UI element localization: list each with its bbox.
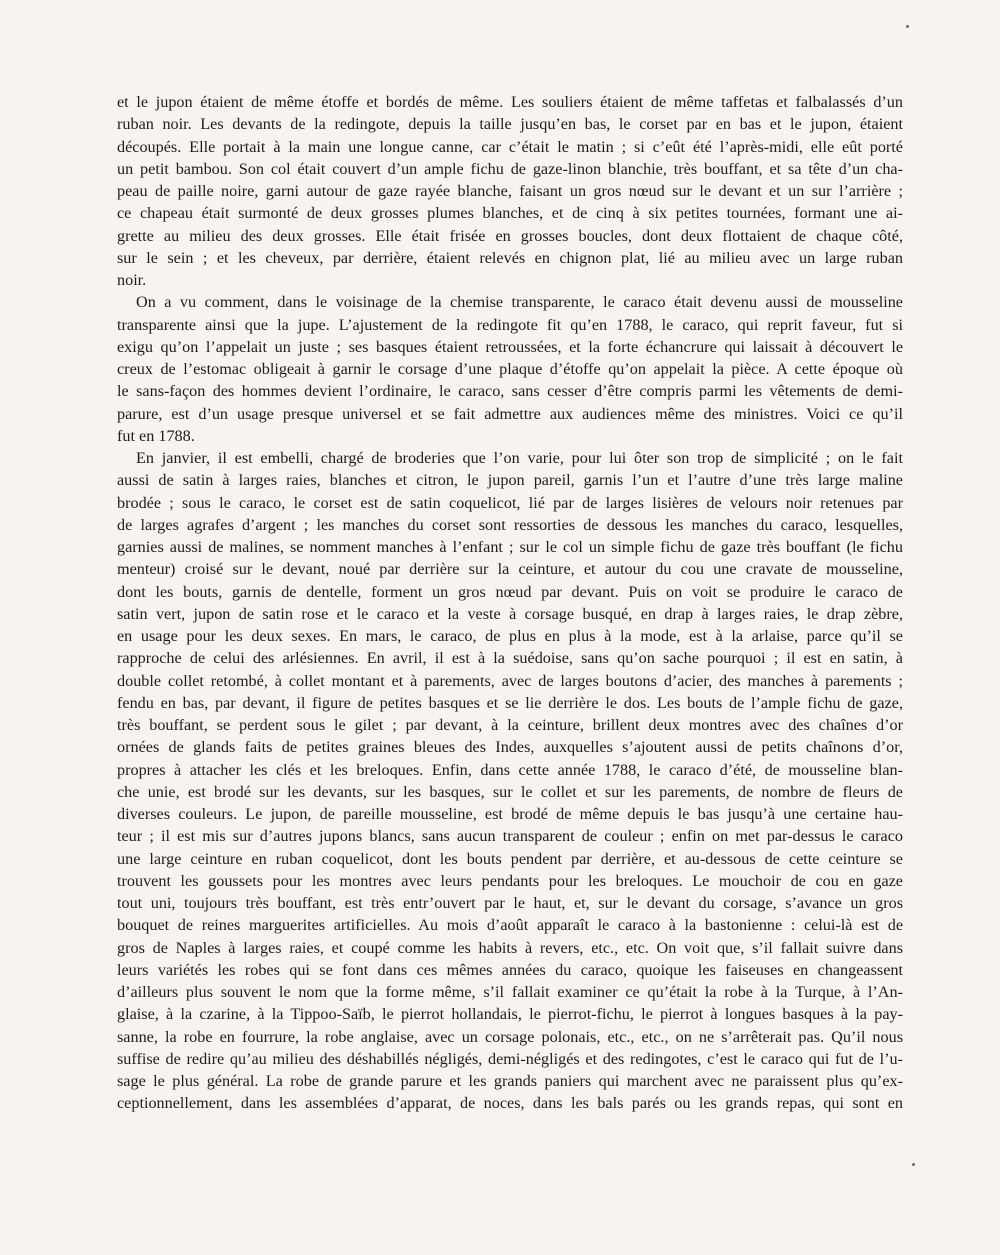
- text-line: et le jupon étaient de même étoffe et bordés de même. Les souliers étaient de même taffetas et falbalassés d’un: [117, 93, 903, 111]
- text-line: glaise, à la czarine, à la Tippoo-Saïb, le pierrot hollandais, le pierrot-fichu, le pierrot à longues basques à la pay-: [117, 1005, 903, 1024]
- text-line: une large ceinture en ruban coquelicot, dont les bouts pendent par derrière, et au-dessous de cette ceinture se: [117, 849, 903, 868]
- text-line: peau de paille noire, garni autour de gaze rayée blanche, faisant un gros nœud sur le devant et un sur l’arrière ;: [117, 182, 903, 200]
- text-line: fut en 1788.: [117, 426, 195, 445]
- text-line: che unie, est brodé sur les devants, sur les basques, sur le collet et sur les parements, de nombre de fleurs de: [117, 782, 903, 801]
- text-line: ceptionnellement, dans les assemblées d’apparat, de noces, dans les bals parés ou les grands repas, qui sont en: [117, 1094, 903, 1113]
- text-line: en usage pour les deux sexes. En mars, le caraco, de plus en plus à la mode, est à la arlaise, parce qu’il se: [117, 627, 903, 645]
- text-line: menteur) croisé sur le devant, noué par derrière sur la ceinture, et autour du cou une cravate de mousseline,: [117, 560, 903, 579]
- text-line: fendu en bas, par devant, il figure de petites basques et se lie derrière le dos. Les bouts de l’ample fichu de gaze,: [117, 693, 903, 712]
- text-line: brodée ; sous le caraco, le corset est de satin coquelicot, lié par de larges lisières de velours noir retenues par: [117, 493, 903, 512]
- text-line: un petit bambou. Son col était couvert d’un ample fichu de gaze-linon blanchie, très bouffant, et sa tête d’un cha-: [117, 159, 903, 178]
- text-line: On a vu comment, dans le voisinage de la chemise transparente, le caraco était devenu aussi de mousseline: [136, 293, 903, 312]
- text-line: gros de Naples à larges raies, et coupé comme les habits à revers, etc., etc. On voit que, s’il fallait suivre dans: [117, 938, 903, 957]
- text-line: ornées de glands faits de petites graines bleues des Indes, auxquelles s’ajoutent aussi de petits chaînons d’or,: [117, 738, 903, 757]
- text-line: aussi de satin à larges raies, blanches et citron, le jupon pareil, garnis l’un et l’autre d’une très large maline: [117, 471, 903, 490]
- ink-speck-top: [906, 25, 909, 28]
- text-line: satin vert, jupon de satin rose et le caraco et la veste à corsage busqué, en drap à larges raies, le drap zèbre,: [117, 604, 903, 623]
- text-line: noir.: [117, 271, 147, 289]
- text-line: très bouffant, se perdent sous le gilet ; par devant, à la ceinture, brillent deux montres avec des chaînes d’or: [117, 716, 903, 734]
- text-line: creux de l’estomac obligeait à garnir le corsage d’une plaque d’étoffe qu’on appelait la pièce. A cette époque où: [117, 360, 903, 378]
- text-line: trouvent les goussets pour les montres avec leurs pendants pour les breloques. Le mouchoir de cou en gaze: [117, 871, 903, 890]
- text-line: rapproche de celui des arlésiennes. En avril, il est à la suédoise, sans qu’on sache pourquoi ; il est en satin, à: [117, 649, 903, 668]
- text-column: [117, 91, 903, 1115]
- text-line: ce chapeau était surmonté de deux grosses plumes blanches, et de cinq à six petites tournées, formant une ai-: [117, 204, 903, 223]
- text-line: sur le sein ; et les cheveux, par derrière, étaient relevés en chignon plat, lié au milieu avec un large ruban: [117, 248, 903, 267]
- text-line: suffise de redire qu’au milieu des déshabillés négligés, demi-négligés et des redingotes, c’est le caraco qui fut de l’u-: [117, 1049, 903, 1068]
- text-line: double collet retombé, à collet montant et à parements, avec de larges boutons d’acier, des manches à parements ;: [117, 671, 903, 690]
- text-line: garnies aussi de malines, se nomment manches à l’enfant ; sur le col un simple fichu de gaze très bouffant (le fichu: [117, 538, 903, 556]
- text-line: sanne, la robe en fourrure, la robe anglaise, avec un corsage polonais, etc., etc., on ne s’arrêterait pas. Qu’il nous: [117, 1027, 903, 1046]
- text-line: En janvier, il est embelli, chargé de broderies que l’on varie, pour lui ôter son trop de simplicité ; on le fait: [136, 449, 903, 467]
- text-line: exigu qu’on l’appelait un juste ; ses basques étaient retroussées, et la forte échancrure qui laissait à découvert le: [117, 337, 903, 356]
- text-line: bouquet de reines marguerites artificielles. Au mois d’août apparaît le caraco à la bastonienne : celui-là est de: [117, 916, 903, 935]
- text-line: d’ailleurs plus souvent le nom que la forme même, s’il fallait examiner ce qu’était la robe à la Turque, à l’An-: [117, 983, 903, 1001]
- text-line: leurs variétés les robes qui se font dans ces mêmes années du caraco, quoique les faiseuses en changeassent: [117, 960, 903, 979]
- text-line: teur ; il est mis sur d’autres jupons blancs, sans aucun transparent de couleur ; enfin on met par-dessus le caraco: [117, 827, 903, 846]
- text-line: dont les bouts, garnis de dentelle, forment un gros nœud par devant. Puis on voit se produire le caraco de: [117, 582, 903, 601]
- text-line: ruban noir. Les devants de la redingote, depuis la taille jusqu’en bas, le corset par en bas et le jupon, étaient: [117, 115, 903, 134]
- text-line: propres à attacher les clés et les breloques. Enfin, dans cette année 1788, le caraco d’été, de mousseline blan-: [117, 760, 903, 779]
- text-line: le sans-façon des hommes devient l’ordinaire, le caraco, sans cesser d’être compris parmi les vêtements de demi-: [117, 382, 903, 401]
- text-line: parure, est d’un usage presque universel et se fait admettre aux audiences même des ministres. Voici ce qu’il: [117, 404, 903, 423]
- text-line: sage le plus général. La robe de grande parure et les grands paniers qui marchent avec ne paraissent plus qu’ex-: [117, 1072, 903, 1090]
- text-line: transparente ainsi que la jupe. L’ajustement de la redingote fit qu’en 1788, le caraco, qui reprit faveur, fut si: [117, 315, 903, 334]
- text-line: grette au milieu des deux grosses. Elle était frisée en grosses boucles, dont deux flottaient de chaque côté,: [117, 226, 903, 245]
- text-line: découpés. Elle portait à la main une longue canne, car c’était le matin ; si c’eût été l’après-midi, elle eût porté: [117, 137, 903, 156]
- ink-speck-bottom: [912, 1163, 915, 1166]
- text-line: diverses couleurs. Le jupon, de pareille mousseline, est brodé de même depuis le bas jusqu’à une certaine hau-: [117, 805, 903, 823]
- text-line: tout uni, toujours très bouffant, est très entr’ouvert par le haut, et, sur le devant du corsage, s’avance un gros: [117, 894, 903, 912]
- text-line: de larges agrafes d’argent ; les manches du corset sont ressorties de dessous les manches du caraco, lesquelles,: [117, 515, 903, 534]
